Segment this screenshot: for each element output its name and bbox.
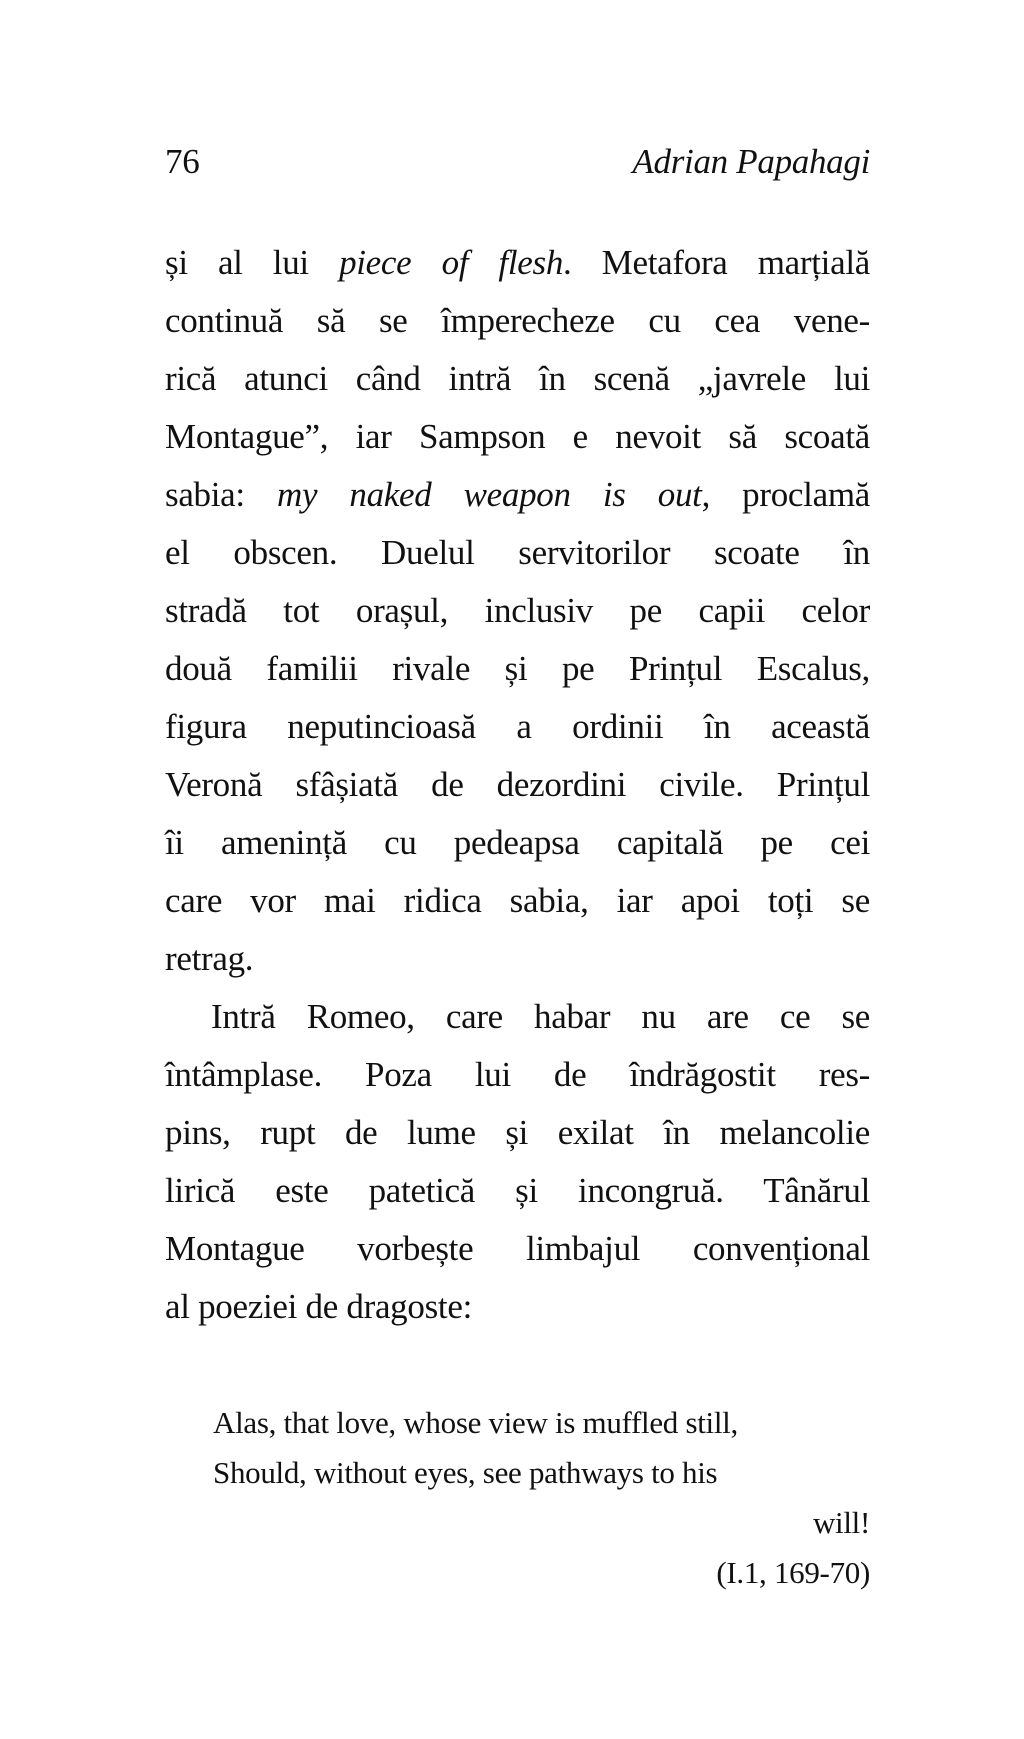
body-line — [165, 582, 870, 640]
quote-line: (I.1, 169-70) — [716, 1555, 870, 1590]
body-line — [165, 814, 870, 872]
body-line — [165, 1046, 870, 1104]
body-line — [165, 756, 870, 814]
page-number: 76 — [165, 142, 200, 181]
body-line — [165, 350, 870, 408]
text-run: figura neputincioasă a ordinii în această — [165, 707, 870, 746]
body-line — [165, 408, 870, 466]
text-run: care vor mai ridica sabia, iar apoi toți se — [165, 881, 870, 920]
quote-line: Should, without eyes, see pathways to his — [213, 1455, 718, 1490]
italic-text-run: piece of flesh — [339, 243, 564, 282]
body-line — [165, 466, 870, 524]
text-run: stradă tot orașul, inclusiv pe capii celor — [165, 591, 870, 630]
text-run: sabia: — [165, 475, 277, 514]
body-line — [165, 1278, 870, 1336]
text-run: al poeziei de dragoste: — [165, 1287, 472, 1326]
quote-line: will! — [812, 1505, 870, 1540]
paragraph — [165, 234, 870, 988]
text-run: lirică este patetică și incongruă. Tânărul — [165, 1171, 870, 1210]
text-run: . Metafora marțială — [563, 243, 870, 282]
quote-line: Alas, that love, whose view is muffled still, — [213, 1405, 738, 1440]
body-line — [165, 872, 870, 930]
text-run: retrag. — [165, 939, 254, 978]
text-run: și al lui — [165, 243, 340, 282]
running-head-author: Adrian Papahagi — [632, 142, 870, 181]
body-line — [165, 234, 870, 292]
text-run: Montague vorbește limbajul convențional — [165, 1229, 870, 1268]
body-line — [165, 698, 870, 756]
body-line — [165, 640, 870, 698]
body-line — [165, 1162, 870, 1220]
text-run: Intră Romeo, care habar nu are ce se — [211, 997, 870, 1036]
text-run: continuă să se împerecheze cu cea vene- — [165, 301, 870, 340]
body-line — [165, 1104, 870, 1162]
text-run: Veronă sfâșiată de dezordini civile. Prințul — [165, 765, 870, 804]
body-line — [165, 930, 870, 988]
text-run: două familii rivale și pe Prințul Escalus, — [165, 649, 870, 688]
body-text — [165, 234, 870, 1336]
italic-text-run: my naked weapon is out — [277, 475, 702, 514]
body-line — [165, 988, 870, 1046]
body-line — [165, 524, 870, 582]
paragraph — [165, 988, 870, 1336]
body-line — [165, 1220, 870, 1278]
text-run: rică atunci când intră în scenă „javrele lui — [165, 359, 870, 398]
text-run: întâmplase. Poza lui de îndrăgostit res- — [165, 1055, 870, 1094]
running-head — [165, 140, 870, 184]
text-run: el obscen. Duelul servitorilor scoate în — [165, 533, 870, 572]
text-run: pins, rupt de lume și exilat în melancolie — [165, 1113, 870, 1152]
verse-quote — [213, 1398, 870, 1598]
text-run: îi amenință cu pedeapsa capitală pe cei — [165, 823, 870, 862]
text-run: , proclamă — [701, 475, 870, 514]
text-run: Montague”, iar Sampson e nevoit să scoată — [165, 417, 870, 456]
body-line — [165, 292, 870, 350]
